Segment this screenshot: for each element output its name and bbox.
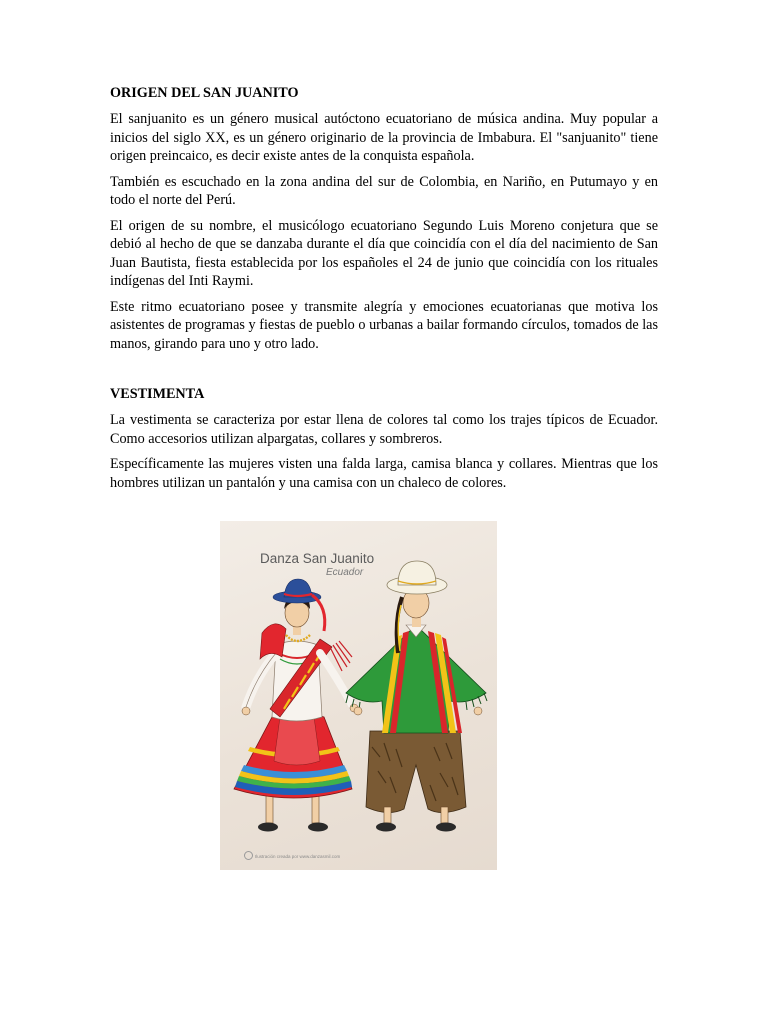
woman-hand (242, 707, 250, 715)
man-leg (441, 807, 448, 823)
man-hand (354, 707, 362, 715)
man-leg (384, 807, 391, 823)
paragraph: El sanjuanito es un género musical autóctono ecuatoriano de música andina. Muy popular a inicios del siglo XX, es un género originario de la provincia de Imbabura. El "sanjuanito" tiene origen preincaico, es decir existe antes de la conquista española. (110, 111, 658, 164)
paragraph: La vestimenta se caracteriza por estar llena de colores tal como los trajes típicos de Ecuador. Como accesorios utilizan alpargatas, collares y sombreros. (110, 412, 658, 447)
paragraph: También es escuchado en la zona andina del sur de Colombia, en Nariño, en Putumayo y en todo el norte del Perú. (110, 173, 658, 208)
woman-leg (266, 793, 273, 823)
paragraph: Este ritmo ecuatoriano posee y transmite alegría y emociones ecuatorianas que motiva los asistentes de programas y fiestas de pueblo o urbanas a bailar formando círculos, tomados de las manos, girando para uno y otro lado. (110, 298, 658, 352)
woman-apron (274, 717, 320, 765)
man-pants (366, 731, 466, 813)
woman-necklace (286, 635, 310, 641)
woman-shoe (308, 823, 328, 832)
man-hat-crown (398, 561, 436, 585)
section-title-origen: ORIGEN DEL SAN JUANITO (110, 85, 299, 101)
woman-leg (312, 793, 319, 823)
document-body (110, 84, 658, 499)
illustration-title: Danza San Juanito (260, 551, 375, 566)
woman-arm (246, 653, 276, 707)
paragraph: El origen de su nombre, el musicólogo ecuatoriano Segundo Luis Moreno conjetura que se debió al hecho de que se danzaba durante el día que coincidía con el día del nacimiento de San Juan Bautista, fiesta establecida por los españoles el 24 de junio que coincidía con los rituales indígenas del Inti Raymi. (110, 217, 658, 289)
man-hand (474, 707, 482, 715)
paragraph: Específicamente las mujeres visten una falda larga, camisa blanca y collares. Mientras que los hombres utilizan un pantalón y una camisa con un chaleco de colores. (110, 456, 658, 491)
illustration-credit: Ilustración creada por www.danzasmil.com (255, 854, 341, 859)
logo-icon (244, 851, 253, 860)
man-poncho (346, 625, 486, 733)
man-shoe (436, 823, 456, 832)
section-title-vestimenta: VESTIMENTA (110, 386, 205, 402)
man-shoe (376, 823, 396, 832)
illustration-subtitle: Ecuador (326, 567, 364, 578)
woman-shawl (260, 624, 286, 659)
woman-shoe (258, 823, 278, 832)
dance-illustration (220, 521, 497, 870)
